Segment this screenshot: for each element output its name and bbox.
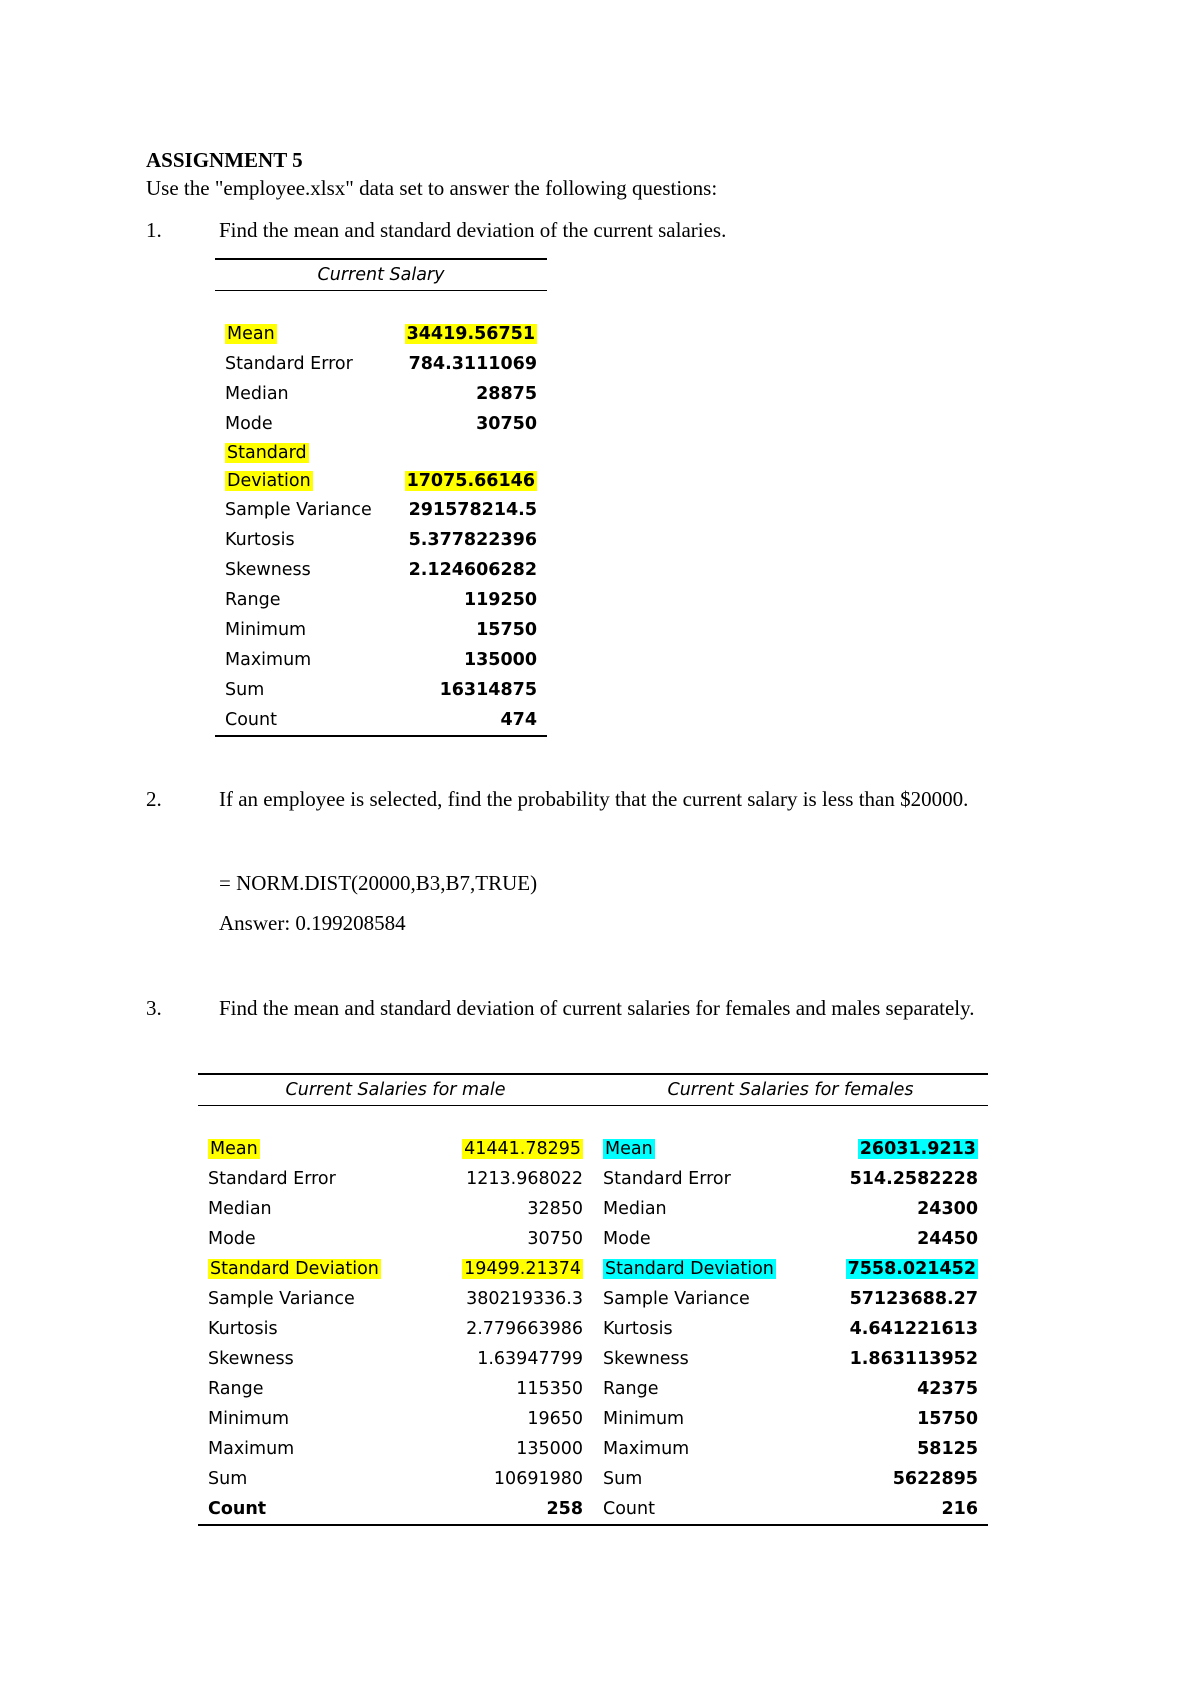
row-label-line-1: Standard (227, 443, 307, 463)
male-row-label: Standard Deviation (210, 1259, 379, 1279)
male-row-label: Median (208, 1199, 272, 1219)
row-label: Sample Variance (225, 500, 372, 520)
table-row (198, 1464, 988, 1494)
table-row (198, 1494, 988, 1525)
row-value: 34419.56751 (406, 324, 535, 344)
table-row (198, 1314, 988, 1344)
male-row-label: Sum (208, 1469, 248, 1489)
table-row (215, 349, 547, 379)
row-label: Minimum (225, 620, 307, 640)
female-row-label: Minimum (603, 1409, 685, 1429)
male-row-value: 19499.21374 (464, 1259, 581, 1279)
table-row (198, 1374, 988, 1404)
female-row-value: 57123688.27 (849, 1289, 978, 1309)
male-row-value: 135000 (516, 1439, 583, 1459)
table-row (198, 1344, 988, 1374)
assignment-title: ASSIGNMENT 5 (146, 148, 303, 172)
table-row (215, 555, 547, 585)
female-row-label: Kurtosis (603, 1319, 673, 1339)
row-value: 5.377822396 (408, 530, 537, 550)
male-table-header: Current Salaries for male (198, 1074, 593, 1106)
row-value: 28875 (476, 384, 537, 404)
female-row-value: 15750 (917, 1409, 978, 1429)
row-label: Count (215, 705, 395, 736)
male-row-label: Count (198, 1494, 428, 1525)
female-row-value: 7558.021452 (847, 1259, 976, 1279)
female-row-label: Standard Error (603, 1169, 731, 1189)
male-row-label: Minimum (208, 1409, 290, 1429)
row-label: Kurtosis (225, 530, 295, 550)
table-row (215, 675, 547, 705)
question-2-answer: Answer: 0.199208584 (219, 911, 406, 935)
male-row-value: 10691980 (493, 1469, 583, 1489)
female-row-label: Sum (603, 1469, 643, 1489)
question-2-number: 2. (146, 787, 162, 811)
male-row-value: 41441.78295 (464, 1139, 581, 1159)
female-row-value: 58125 (917, 1439, 978, 1459)
female-row-value: 42375 (917, 1379, 978, 1399)
row-label: Median (225, 384, 289, 404)
table-row (215, 705, 547, 736)
male-row-label: Standard Error (208, 1169, 336, 1189)
male-row-value: 19650 (527, 1409, 583, 1429)
female-row-value: 26031.9213 (859, 1139, 976, 1159)
row-label: Mean (227, 324, 275, 344)
question-2-formula: = NORM.DIST(20000,B3,B7,TRUE) (219, 871, 538, 895)
table-row (198, 1164, 988, 1194)
table-row (215, 645, 547, 675)
row-value: 2.124606282 (408, 560, 537, 580)
female-row-value: 514.2582228 (849, 1169, 978, 1189)
question-2-text: If an employee is selected, find the probability that the current salary is less than $20000. (219, 787, 969, 811)
male-row-label: Mean (210, 1139, 258, 1159)
row-value: 135000 (463, 650, 537, 670)
table-row (198, 1134, 988, 1164)
female-row-value: 5622895 (892, 1469, 978, 1489)
question-1-number: 1. (146, 218, 162, 242)
male-row-value: 258 (428, 1494, 593, 1525)
row-value: 17075.66146 (406, 471, 535, 491)
table-row (215, 379, 547, 409)
assignment-intro: Use the "employee.xlsx" data set to answer the following questions: (146, 176, 718, 200)
table-row (198, 1404, 988, 1434)
table-row (198, 1284, 988, 1314)
male-row-value: 30750 (527, 1229, 583, 1249)
female-row-label: Mode (603, 1229, 651, 1249)
male-row-value: 32850 (527, 1199, 583, 1219)
row-value: 119250 (463, 590, 537, 610)
female-row-label: Range (603, 1379, 659, 1399)
female-row-label: Skewness (603, 1349, 689, 1369)
male-row-label: Range (208, 1379, 264, 1399)
table-row (198, 1194, 988, 1224)
salaries-by-gender-table (198, 1073, 988, 1526)
female-row-label: Count (593, 1494, 828, 1525)
row-value: 291578214.5 (408, 500, 537, 520)
table-header: Current Salary (215, 259, 547, 291)
female-row-label: Median (603, 1199, 667, 1219)
row-label-line-2: Deviation (227, 471, 311, 491)
female-table-header: Current Salaries for females (593, 1074, 988, 1106)
female-row-value: 4.641221613 (849, 1319, 978, 1339)
female-row-value: 24300 (917, 1199, 978, 1219)
male-row-value: 380219336.3 (466, 1289, 583, 1309)
table-row (215, 439, 547, 495)
female-row-label: Standard Deviation (605, 1259, 774, 1279)
female-row-label: Maximum (603, 1439, 690, 1459)
table-row (215, 409, 547, 439)
question-3-text: Find the mean and standard deviation of current salaries for females and males separately. (219, 996, 975, 1020)
row-label: Standard Error (225, 354, 353, 374)
male-row-label: Sample Variance (208, 1289, 355, 1309)
row-value: 15750 (476, 620, 537, 640)
current-salary-table (215, 258, 547, 737)
male-row-label: Maximum (208, 1439, 295, 1459)
row-label: Maximum (225, 650, 312, 670)
female-row-label: Mean (605, 1139, 653, 1159)
male-row-value: 1.63947799 (477, 1349, 583, 1369)
table-row (215, 585, 547, 615)
male-row-label: Mode (208, 1229, 256, 1249)
row-label: Skewness (225, 560, 311, 580)
row-value: 16314875 (439, 680, 537, 700)
female-row-value: 216 (828, 1494, 988, 1525)
table-row (198, 1434, 988, 1464)
table-row (215, 319, 547, 349)
row-label: Mode (225, 414, 273, 434)
male-row-value: 1213.968022 (466, 1169, 583, 1189)
female-row-value: 24450 (917, 1229, 978, 1249)
table-row (215, 615, 547, 645)
row-label: Sum (225, 680, 265, 700)
female-row-label: Sample Variance (603, 1289, 750, 1309)
row-value: 784.3111069 (408, 354, 537, 374)
row-label: Range (225, 590, 281, 610)
male-row-value: 115350 (516, 1379, 583, 1399)
table-row (215, 495, 547, 525)
table-row (215, 525, 547, 555)
row-value: 474 (395, 705, 547, 736)
female-row-value: 1.863113952 (849, 1349, 978, 1369)
male-row-label: Skewness (208, 1349, 294, 1369)
question-1-text: Find the mean and standard deviation of the current salaries. (219, 218, 727, 242)
male-row-value: 2.779663986 (466, 1319, 583, 1339)
table-row (198, 1224, 988, 1254)
table-row (198, 1254, 988, 1284)
row-value: 30750 (476, 414, 537, 434)
male-row-label: Kurtosis (208, 1319, 278, 1339)
question-3-number: 3. (146, 996, 162, 1020)
